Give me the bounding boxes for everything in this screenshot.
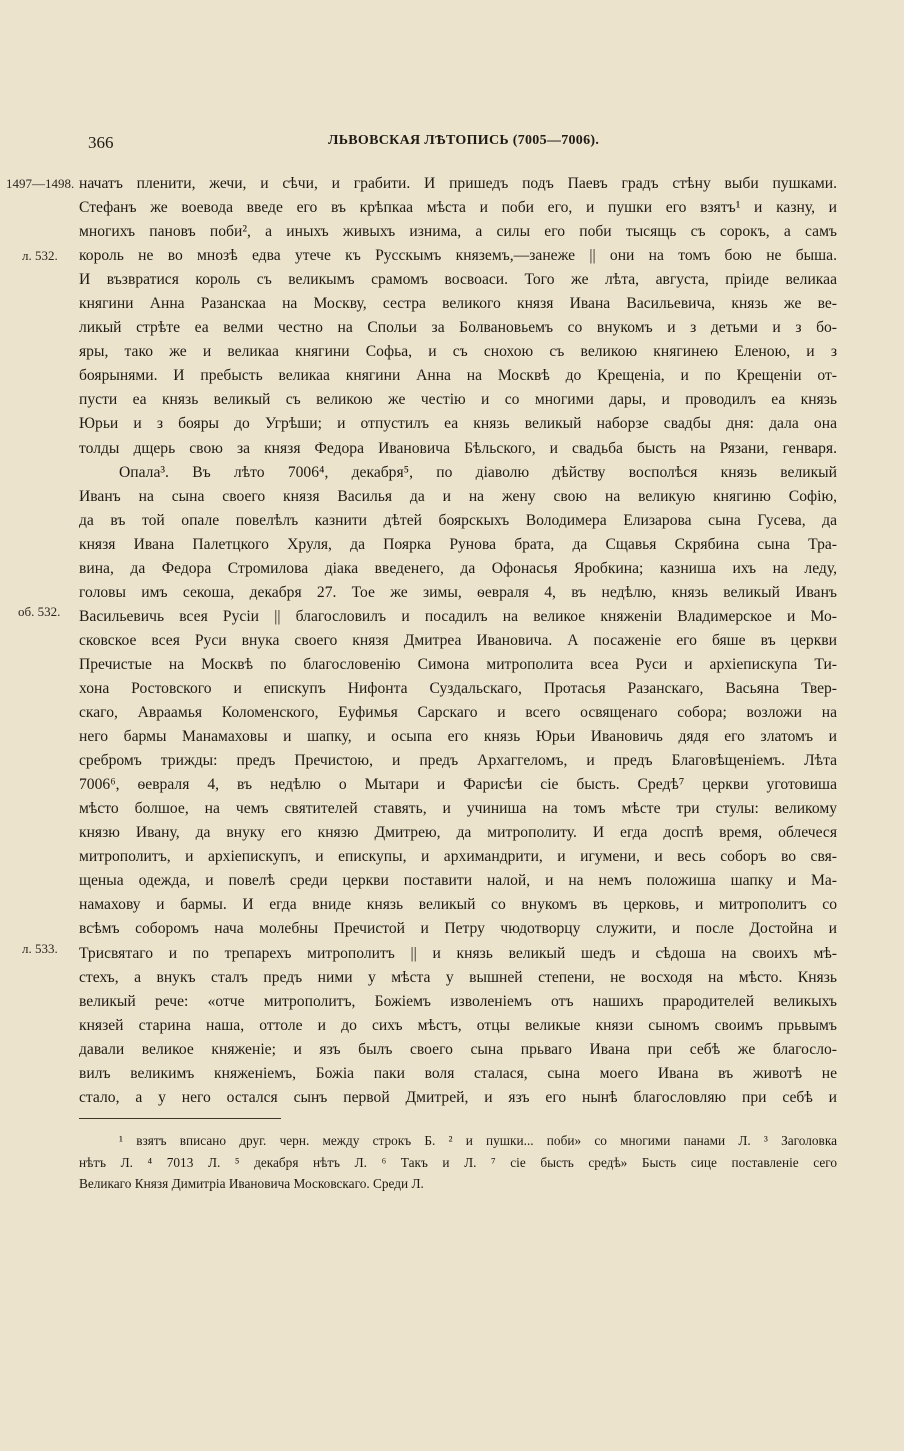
footnotes — [79, 1130, 837, 1195]
text-line: хона Ростовского и епискупъ Нифонта Суздальскаго, Протасья Разанскаго, Васьяна Твер- — [79, 679, 837, 697]
footnote-line: Великаго Князя Димитріа Ивановича Московскаго. Среди Л. — [79, 1176, 424, 1191]
text-line: Пречистые на Москвѣ по благословенію Симона митрополита всеа Руси и архіепискупа Ти- — [79, 655, 837, 673]
text-line: ликый стрѣте еа велми честно на Спольи за Болвановьемъ со внукомъ и з детьми и з бо- — [79, 319, 837, 337]
page-header — [88, 133, 848, 157]
text-line: него бармы Манамаховы и шапку, и осыпа его князь Юрьи Ивановичь дядя его златомъ и — [79, 728, 837, 746]
text-line: Стефанъ же воевода введе его въ крѣпкаа мѣста и поби его, и пушки его взятъ¹ и казну, и — [79, 199, 837, 217]
text-line: яры, тако же и великаа княгини Софьа, и съ снохою съ великою княгинею Еленою, и з — [79, 343, 837, 361]
text-line: Иванъ на сына своего князя Василья да и на жену свою на великую княгиню Софію, — [79, 487, 837, 505]
text-line: 7006⁶, ѳевраля 4, въ недѣлю о Мытари и Фарисѣи сіе бысть. Средѣ⁷ церкви уготовиша — [79, 776, 837, 794]
text-line: король не во мнозѣ едва утече къ Русскымъ княземъ,—занеже || они на томъ бою не быша. — [79, 247, 837, 265]
text-line: митрополитъ, и архіепискупъ, и епискупы, и архимандрити, и игумени, и весь соборъ во свя- — [79, 848, 837, 866]
text-line: князю Ивану, да внуку его князю Дмитрею, да митрополиту. И егда доспѣ время, облечеся — [79, 824, 837, 842]
footnote-line: ¹ взятъ вписано друг. черн. между строкъ Б. ² и пушки... поби» со многими панами Л. ³ Заголовка — [119, 1133, 837, 1148]
margin-note-folio: об. 532. — [18, 604, 61, 619]
text-line: князей старина наша, оттоле и до сихъ мѣстъ, отцы великые князи сыномъ своимъ прьвымъ — [79, 1016, 837, 1034]
page-number: 366 — [88, 133, 114, 152]
text-line: великый рече: «отче митрополитъ, Божіемъ изволеніемъ отъ нашихъ прародителей великыхъ — [79, 992, 837, 1010]
footnote-divider — [79, 1118, 281, 1119]
text-line: скаго, Авраамья Коломенского, Еуфимья Сарскаго и всего освященаго собора; возложи на — [79, 704, 837, 722]
paragraph-start-line: Опала³. Въ лѣто 7006⁴, декабря⁵, по діаволю дѣйству восполѣся князь великый — [119, 463, 837, 481]
main-text — [79, 172, 837, 1110]
text-line: многихъ пановъ поби², а иныхъ живыхъ изнима, а силы его поби тысящь съ сорокъ, а самъ — [79, 223, 837, 241]
text-line: головы имъ секоша, декабря 27. Тое же зимы, ѳевраля 4, въ недѣлю, князь великый Иванъ — [79, 583, 837, 601]
text-line: сребромъ трижды: предъ Пречистою, и предъ Архаггеломъ, и предъ Благовѣщеніемъ. Лѣта — [79, 752, 837, 770]
running-title: ЛЬВОВСКАЯ ЛѢТОПИСЬ (7005—7006). — [328, 133, 600, 148]
text-line: давали великое княженіе; и язъ былъ своего сына прьваго Ивана при себѣ же благосло- — [79, 1040, 837, 1058]
text-line: сковское всея Руси внука своего князя Дмитреа Ивановича. А посаженіе его бяше въ церкви — [79, 631, 837, 649]
text-line: начатъ пленити, жечи, и сѣчи, и грабити. И пришедъ подъ Паевъ градъ стѣну выби пушками. — [79, 175, 837, 192]
text-line: намахову и бармы. И егда вниде князь великый со внукомъ въ церковь, и митрополитъ со — [79, 896, 837, 914]
text-line: княгини Анна Разанскаа на Москву, сестра великого князя Ивана Васильевича, князь же ве- — [79, 295, 837, 313]
text-line: толды дщерь свою за князя Федора Ивановича Бѣльского, и свадьба бысть на Рязани, генваря. — [79, 439, 837, 457]
text-line: И възвратися король съ великымъ срамомъ восвоаси. Того же лѣта, августа, пріиде великаа — [79, 271, 837, 289]
footnote-line: нѣтъ Л. ⁴ 7013 Л. ⁵ декабря нѣтъ Л. ⁶ Такъ и Л. ⁷ сіе бысть средѣ» Бысть сице поставленіе сего — [79, 1154, 837, 1170]
text-line: пусти еа князь великый съ великою же честію и со многими дары, и проводилъ еа князь — [79, 391, 837, 409]
margin-note-folio: л. 532. — [22, 248, 58, 263]
text-line: Юрьи и з бояры до Угрѣши; и отпустилъ еа князь великый наборзе свадбы дня: дала она — [79, 415, 837, 433]
text-line: вилъ великимъ княженіемъ, Божіа паки воля сталася, сына моего Ивана въ животѣ не — [79, 1064, 837, 1082]
text-line: всѣмъ соборомъ нача молебны Пречистой и Петру чюдотворцу служити, и после Достойна и — [79, 920, 837, 938]
text-line: князя Ивана Палетцкого Хруля, да Поярка Рунова брата, да Сщавья Скрябина сына Тра- — [79, 535, 837, 553]
text-line: щеныа одежда, и повелѣ среди церкви поставити налой, и на немъ положиша шапку и Ма- — [79, 872, 837, 890]
margin-note-folio: л. 533. — [22, 941, 58, 956]
text-line: вина, да Федора Стромилова діака введенего, да Офонасья Яробкина; казниша ихъ на леду, — [79, 559, 837, 577]
text-line: стало, а у него остался сынъ первой Дмитрей, и язъ его нынѣ благословляю при себѣ и — [79, 1088, 837, 1106]
text-line: стехъ, а внукъ сталъ предъ ними у мѣста у вышней степени, не восходя на мѣсто. Князь — [79, 968, 837, 986]
text-line: Трисвятаго и по трепарехъ митрополитъ || и князь великый шедъ и сѣдоша на своихъ мѣ- — [79, 944, 837, 962]
text-line: боярынями. И пребысть великаа княгини Анна на Москвѣ до Крещеніа, и по Крещеніи от- — [79, 367, 837, 385]
margin-note-year: 1497—1498. — [6, 176, 75, 191]
text-line: да въ той опале повелѣлъ казнити дѣтей боярскыхъ Володимера Елизарова сына Гусева, да — [79, 511, 837, 529]
text-line: Васильевичь всея Русіи || благословилъ и посадилъ на великое княженіи Владимерское и Мо- — [79, 607, 837, 625]
text-line: мѣсто болшое, на чемъ святителей ставять, и учиниша на томъ мѣсте три стулы: великому — [79, 800, 837, 818]
